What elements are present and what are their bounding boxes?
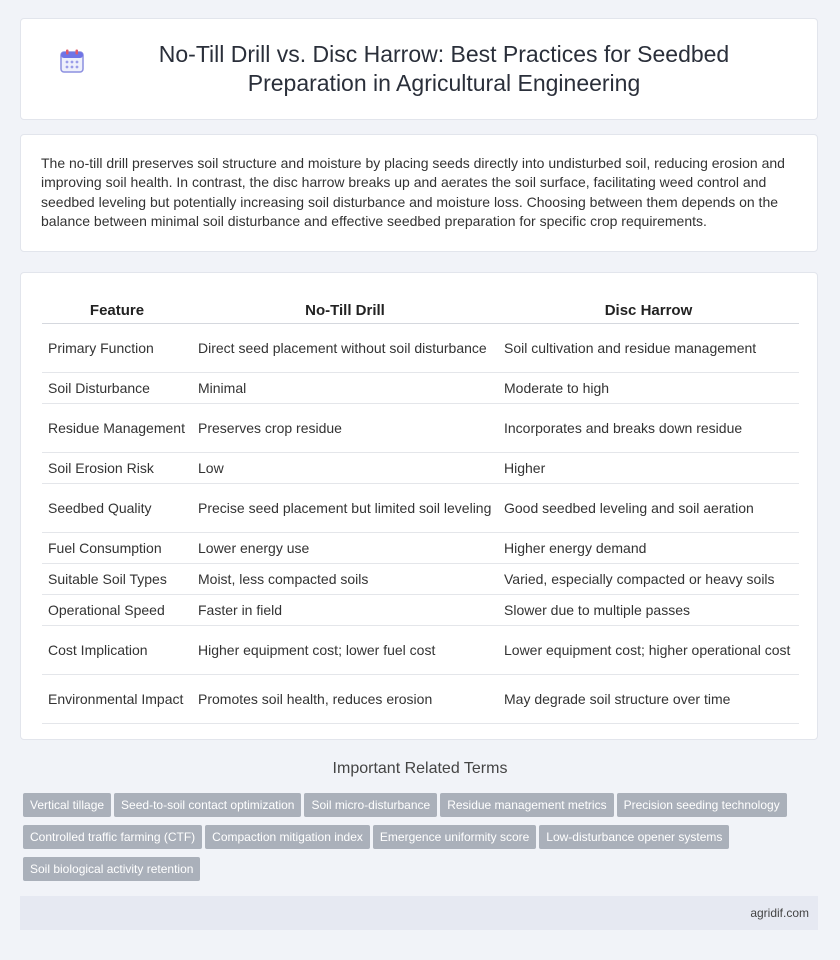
related-term-tag[interactable]: Vertical tillage	[23, 793, 111, 817]
related-term-tag[interactable]: Controlled traffic farming (CTF)	[23, 825, 202, 849]
page-title: No-Till Drill vs. Disc Harrow: Best Practices for Seedbed Preparation in Agricultural Engineering	[158, 41, 730, 96]
disc-harrow-cell: Lower equipment cost; higher operational cost	[498, 626, 799, 675]
comparison-table	[42, 293, 799, 724]
disc-harrow-cell: Incorporates and breaks down residue	[498, 404, 799, 453]
table-row	[42, 533, 799, 564]
no-till-cell: Minimal	[192, 373, 498, 404]
related-term-tag[interactable]: Compaction mitigation index	[205, 825, 370, 849]
table-row	[42, 564, 799, 595]
disc-harrow-cell: Higher energy demand	[498, 533, 799, 564]
disc-harrow-cell: May degrade soil structure over time	[498, 675, 799, 724]
table-row	[42, 595, 799, 626]
site-link[interactable]: agridif.com	[750, 906, 809, 920]
feature-cell: Operational Speed	[42, 595, 192, 626]
intro-card	[20, 134, 818, 252]
no-till-cell: Moist, less compacted soils	[192, 564, 498, 595]
related-term-tag[interactable]: Precision seeding technology	[617, 793, 787, 817]
no-till-cell: Faster in field	[192, 595, 498, 626]
table-row	[42, 324, 799, 373]
calendar-icon	[59, 48, 85, 79]
header-feature: Feature	[42, 293, 192, 324]
disc-harrow-cell: Slower due to multiple passes	[498, 595, 799, 626]
table-row	[42, 453, 799, 484]
header-no-till-drill: No-Till Drill	[192, 293, 498, 324]
table-header-row	[42, 293, 799, 324]
feature-cell: Soil Erosion Risk	[42, 453, 192, 484]
no-till-cell: Precise seed placement but limited soil leveling	[192, 484, 498, 533]
feature-cell: Environmental Impact	[42, 675, 192, 724]
table-row	[42, 675, 799, 724]
feature-cell: Seedbed Quality	[42, 484, 192, 533]
feature-cell: Cost Implication	[42, 626, 192, 675]
related-term-tag[interactable]: Soil biological activity retention	[23, 857, 200, 881]
no-till-cell: Lower energy use	[192, 533, 498, 564]
table-row	[42, 373, 799, 404]
title-card	[20, 18, 818, 120]
disc-harrow-cell: Soil cultivation and residue management	[498, 324, 799, 373]
related-term-tag[interactable]: Emergence uniformity score	[373, 825, 536, 849]
header-disc-harrow: Disc Harrow	[498, 293, 799, 324]
feature-cell: Primary Function	[42, 324, 192, 373]
related-term-tag[interactable]: Seed-to-soil contact optimization	[114, 793, 301, 817]
footer	[20, 896, 818, 930]
related-terms-tags	[23, 793, 823, 889]
no-till-cell: Higher equipment cost; lower fuel cost	[192, 626, 498, 675]
related-terms-heading: Important Related Terms	[332, 760, 508, 777]
disc-harrow-cell: Moderate to high	[498, 373, 799, 404]
no-till-cell: Direct seed placement without soil disturbance	[192, 324, 498, 373]
feature-cell: Soil Disturbance	[42, 373, 192, 404]
comparison-card	[20, 272, 818, 740]
feature-cell: Fuel Consumption	[42, 533, 192, 564]
disc-harrow-cell: Higher	[498, 453, 799, 484]
related-term-tag[interactable]: Residue management metrics	[440, 793, 613, 817]
no-till-cell: Preserves crop residue	[192, 404, 498, 453]
feature-cell: Residue Management	[42, 404, 192, 453]
related-term-tag[interactable]: Soil micro-disturbance	[304, 793, 437, 817]
table-row	[42, 626, 799, 675]
no-till-cell: Promotes soil health, reduces erosion	[192, 675, 498, 724]
related-term-tag[interactable]: Low-disturbance opener systems	[539, 825, 729, 849]
feature-cell: Suitable Soil Types	[42, 564, 192, 595]
table-row	[42, 404, 799, 453]
intro-paragraph: The no-till drill preserves soil structure and moisture by placing seeds directly into undisturbed soil, reducing erosion and improving soil health. In contrast, the disc harrow breaks up and aerates the soil surface, facilitating weed control and seedbed leveling but potentially increasing soil disturbance and moisture loss. Choosing between them depends on the balance between minimal soil disturbance and effective seedbed preparation for specific crop requirements.	[41, 155, 785, 230]
disc-harrow-cell: Varied, especially compacted or heavy soils	[498, 564, 799, 595]
table-row	[42, 484, 799, 533]
disc-harrow-cell: Good seedbed leveling and soil aeration	[498, 484, 799, 533]
no-till-cell: Low	[192, 453, 498, 484]
